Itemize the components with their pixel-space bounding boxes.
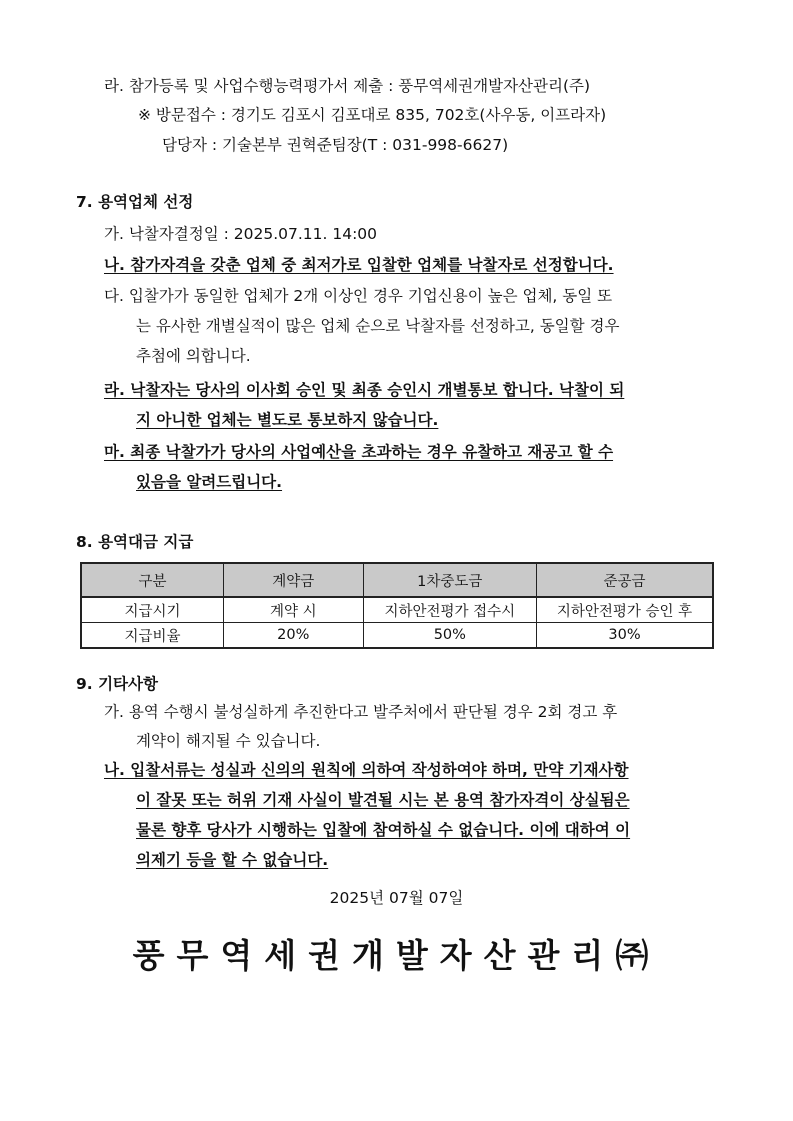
section-8-title: 8. 용역대금 지급 [76,533,194,551]
table-row [81,597,713,623]
document-rule-line-2: 이 잘못 또는 허위 기재 사실이 발견될 시는 본 용역 참가자격이 상실됨은 [136,791,630,809]
table-cell: 50% [363,623,536,649]
issue-date: 2025년 07월 07일 [329,889,464,907]
table-cell: 20% [224,623,364,649]
contact-person-line: 담당자 : 기술본부 권혁준팀장(T : 031-998-6627) [162,136,509,154]
header-down-payment: 계약금 [224,563,364,597]
header-category: 구분 [81,563,224,597]
notice-line-2: 지 아니한 업체는 별도로 통보하지 않습니다. [136,411,439,429]
section-7-title: 7. 용역업체 선정 [76,193,194,211]
section-9-title: 9. 기타사항 [76,675,158,693]
header-interim-payment: 1차중도금 [363,563,536,597]
table-row [81,623,713,649]
header-final-payment: 준공금 [537,563,713,597]
tie-rule-line-2: 는 유사한 개별실적이 많은 업체 순으로 낙찰자를 선정하고, 동일할 경우 [136,317,620,335]
company-name: 풍무역세권개발자산관리㈜ [132,936,661,975]
tie-rule-line-1: 다. 입찰가가 동일한 업체가 2개 이상인 경우 기업신용이 높은 업체, 동일 또 [104,287,613,305]
document-rule-line-1: 나. 입찰서류는 성실과 신의의 원칙에 의하여 작성하여야 하며, 만약 기재사항 [104,761,629,779]
table-cell: 지하안전평가 접수시 [363,597,536,623]
table-header-row [81,563,713,597]
budget-line-1: 마. 최종 낙찰가가 당사의 사업예산을 초과하는 경우 유찰하고 재공고 할 수 [104,443,614,461]
table-cell: 계약 시 [224,597,364,623]
table-cell: 지급비율 [81,623,224,649]
tie-rule-line-3: 추첨에 의합니다. [136,347,251,365]
payment-table [80,562,714,649]
document-rule-line-3: 물론 향후 당사가 시행하는 입찰에 참여하실 수 없습니다. 이에 대하여 이 [136,821,631,839]
registration-line: 라. 참가등록 및 사업수행능력평가서 제출 : 풍무역세권개발자산관리(주) [104,77,591,95]
warning-line-1: 가. 용역 수행시 불성실하게 추진한다고 발주처에서 판단될 경우 2회 경고 후 [104,703,618,721]
warning-line-2: 계약이 해지될 수 있습니다. [136,732,321,750]
budget-line-2: 있음을 알려드립니다. [136,473,283,491]
table-cell: 30% [537,623,713,649]
visit-address-line: ※ 방문접수 : 경기도 김포시 김포대로 835, 702호(사우동, 이프라자) [138,106,607,124]
table-cell: 지하안전평가 승인 후 [537,597,713,623]
notice-line-1: 라. 낙찰자는 당사의 이사회 승인 및 최종 승인시 개별통보 합니다. 낙찰이 되 [104,381,625,399]
lowest-bid-line: 나. 참가자격을 갖춘 업체 중 최저가로 입찰한 업체를 낙찰자로 선정합니다. [104,256,614,274]
award-date-line: 가. 낙찰자결정일 : 2025.07.11. 14:00 [104,225,378,243]
table-cell: 지급시기 [81,597,224,623]
document-rule-line-4: 의제기 등을 할 수 없습니다. [136,851,329,869]
